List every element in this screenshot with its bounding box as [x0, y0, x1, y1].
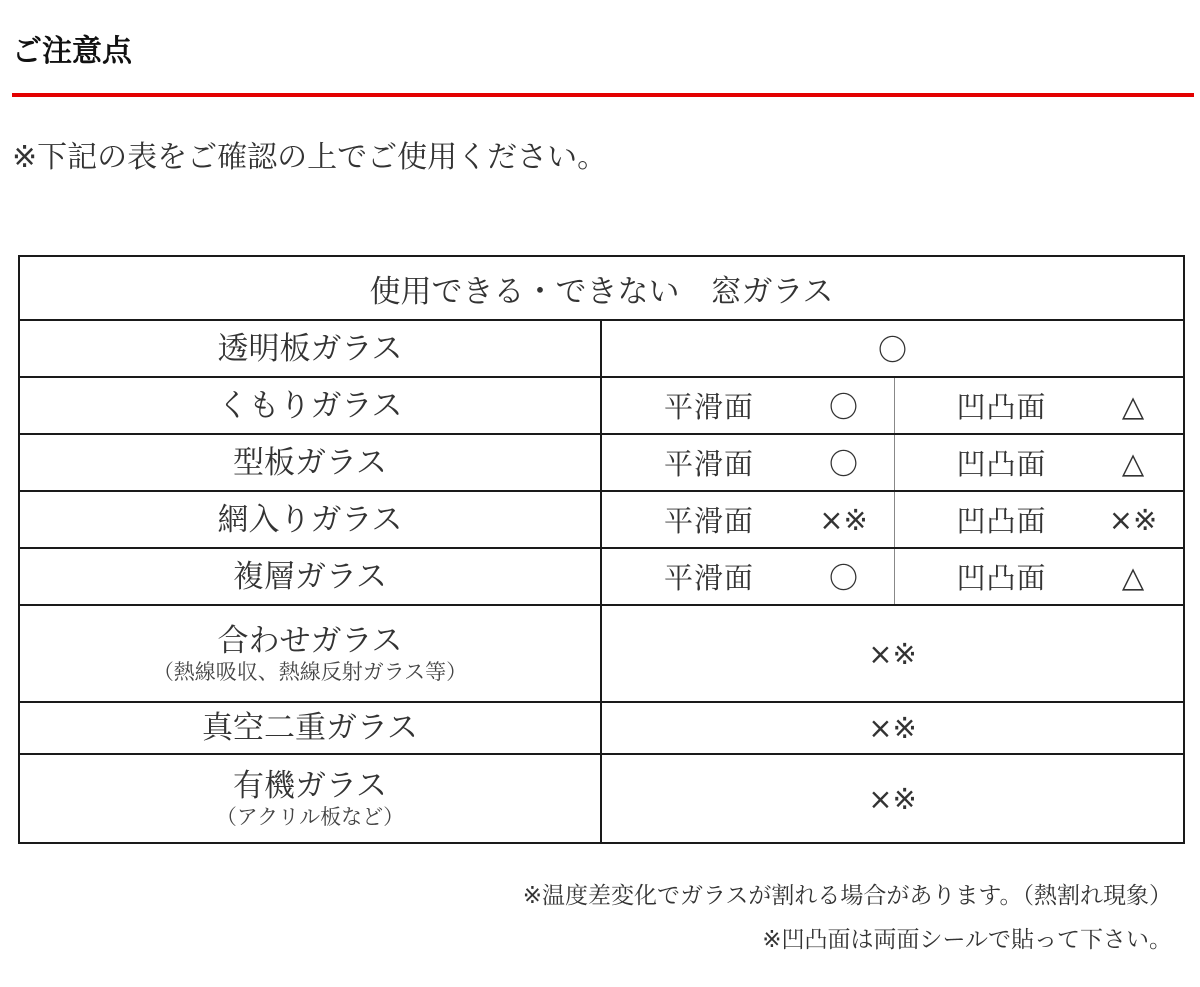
compatibility-mark: ×※: [601, 754, 1184, 843]
page-title: ご注意点: [12, 34, 132, 69]
glass-type-note: （熱線吸収、熱線反射ガラス等）: [152, 659, 468, 684]
glass-type-cell: [19, 605, 601, 702]
uneven-surface-cell: [894, 377, 1184, 434]
compatibility-mark: △: [1121, 388, 1145, 423]
uneven-surface-cell: [894, 491, 1184, 548]
glass-type-name: 複層ガラス: [19, 548, 601, 605]
table-row: [19, 702, 1184, 754]
compatibility-mark: ×※: [601, 702, 1184, 754]
smooth-surface-cell: [601, 548, 894, 605]
glass-type-name: 有機ガラス: [232, 767, 388, 804]
uneven-surface-cell: [894, 548, 1184, 605]
compatibility-mark: ×※: [819, 502, 868, 537]
table-row: [19, 320, 1184, 377]
surface-label: 凹凸面: [956, 561, 1047, 595]
table-row: [19, 434, 1184, 491]
glass-type-cell: [19, 754, 601, 843]
table-row: [19, 491, 1184, 548]
footnote-uneven-surface: ※凹凸面は両面シールで貼って下さい。: [762, 927, 1172, 953]
compatibility-mark: 〇: [601, 320, 1184, 377]
compatibility-mark: △: [1121, 445, 1145, 480]
compatibility-mark: ×※: [1108, 502, 1158, 537]
heading-divider: [12, 93, 1194, 97]
glass-type-name: 透明板ガラス: [19, 320, 601, 377]
glass-type-name: 網入りガラス: [19, 491, 601, 548]
table-row: [19, 605, 1184, 702]
compatibility-mark: ×※: [601, 605, 1184, 702]
compatibility-mark: 〇: [828, 561, 858, 595]
glass-type-name: 真空二重ガラス: [19, 702, 601, 754]
surface-label: 凹凸面: [956, 390, 1047, 424]
smooth-surface-cell: [601, 491, 894, 548]
surface-label: 平滑面: [664, 447, 755, 481]
surface-label: 凹凸面: [956, 447, 1047, 481]
table-row: [19, 377, 1184, 434]
compatibility-mark: 〇: [828, 390, 858, 424]
glass-type-name: 型板ガラス: [19, 434, 601, 491]
surface-label: 平滑面: [664, 504, 755, 538]
surface-label: 平滑面: [664, 561, 755, 595]
glass-type-name: 合わせガラス: [217, 622, 403, 659]
glass-type-note: （アクリル板など）: [215, 804, 405, 829]
table-title: 使用できる・できない 窓ガラス: [19, 256, 1184, 320]
table-row: [19, 754, 1184, 843]
compatibility-mark: 〇: [828, 447, 858, 481]
window-glass-compatibility-table: [18, 255, 1185, 844]
smooth-surface-cell: [601, 434, 894, 491]
surface-label: 平滑面: [664, 390, 755, 424]
table-row: [19, 548, 1184, 605]
uneven-surface-cell: [894, 434, 1184, 491]
glass-type-name: くもりガラス: [19, 377, 601, 434]
smooth-surface-cell: [601, 377, 894, 434]
compatibility-mark: △: [1121, 559, 1145, 594]
footnote-thermal-crack: ※温度差変化でガラスが割れる場合があります。（熱割れ現象）: [522, 883, 1172, 909]
surface-label: 凹凸面: [956, 504, 1047, 538]
instruction-note: ※下記の表をご確認の上でご使用ください。: [12, 140, 608, 175]
